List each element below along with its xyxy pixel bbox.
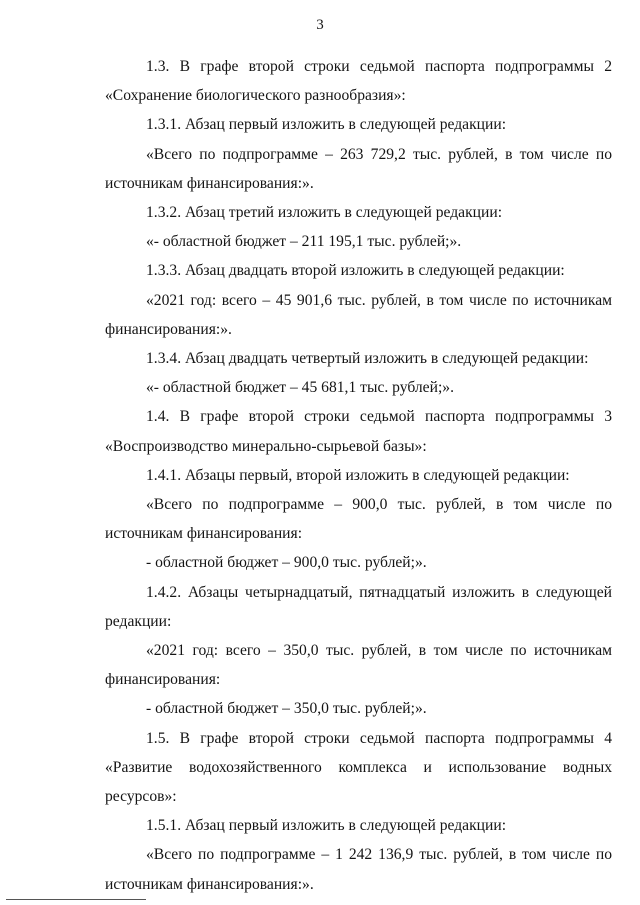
paragraph-1-4-2: 1.4.2. Абзацы четырнадцатый, пятнадцатый изложить в следующей редакции:: [105, 583, 612, 630]
quote-paragraph: «Всего по подпрограмме – 900,0 тыс. рублей, в том числе по источникам финансирования:: [105, 496, 612, 543]
paragraph-1-5: 1.5. В графе второй строки седьмой паспорта подпрограммы 4 «Развитие водохозяйственного комплекса и использование водных ресурсов»:: [105, 729, 612, 806]
quote-paragraph: «2021 год: всего – 350,0 тыс. рублей, в том числе по источникам финансирования:: [105, 642, 612, 689]
document-body: [105, 52, 612, 899]
paragraph-1-3-4: 1.3.4. Абзац двадцать четвертый изложить в следующей редакции:: [146, 350, 589, 368]
quote-paragraph: «Всего по подпрограмме – 263 729,2 тыс. рублей, в том числе по источникам финансирования:».: [105, 145, 612, 192]
quote-paragraph: - областной бюджет – 350,0 тыс. рублей;».: [146, 700, 427, 718]
paragraph-1-3-1: 1.3.1. Абзац первый изложить в следующей редакции:: [146, 116, 507, 134]
paragraph-1-3-3: 1.3.3. Абзац двадцать второй изложить в следующей редакции:: [146, 262, 565, 280]
paragraph-1-4-1: 1.4.1. Абзацы первый, второй изложить в следующей редакции:: [146, 466, 570, 484]
paragraph-1-4: 1.4. В графе второй строки седьмой паспорта подпрограммы 3 «Воспроизводство минерально-сырьевой базы»:: [105, 408, 612, 455]
page-number: 3: [316, 17, 324, 33]
paragraph-1-3: 1.3. В графе второй строки седьмой паспорта подпрограммы 2 «Сохранение биологического разнообразия»:: [105, 58, 612, 105]
quote-paragraph: - областной бюджет – 900,0 тыс. рублей;».: [146, 554, 427, 572]
quote-paragraph: «- областной бюджет – 211 195,1 тыс. рублей;».: [146, 233, 462, 251]
quote-paragraph: «- областной бюджет – 45 681,1 тыс. рублей;».: [146, 379, 454, 397]
quote-paragraph: «Всего по подпрограмме – 1 242 136,9 тыс. рублей, в том числе по источникам финансирования:».: [105, 846, 612, 893]
paragraph-1-5-1: 1.5.1. Абзац первый изложить в следующей редакции:: [146, 817, 507, 835]
footer-rule: [6, 899, 146, 900]
quote-paragraph: «2021 год: всего – 45 901,6 тыс. рублей, в том числе по источникам финансирования:».: [105, 291, 612, 338]
paragraph-1-3-2: 1.3.2. Абзац третий изложить в следующей редакции:: [146, 204, 503, 222]
